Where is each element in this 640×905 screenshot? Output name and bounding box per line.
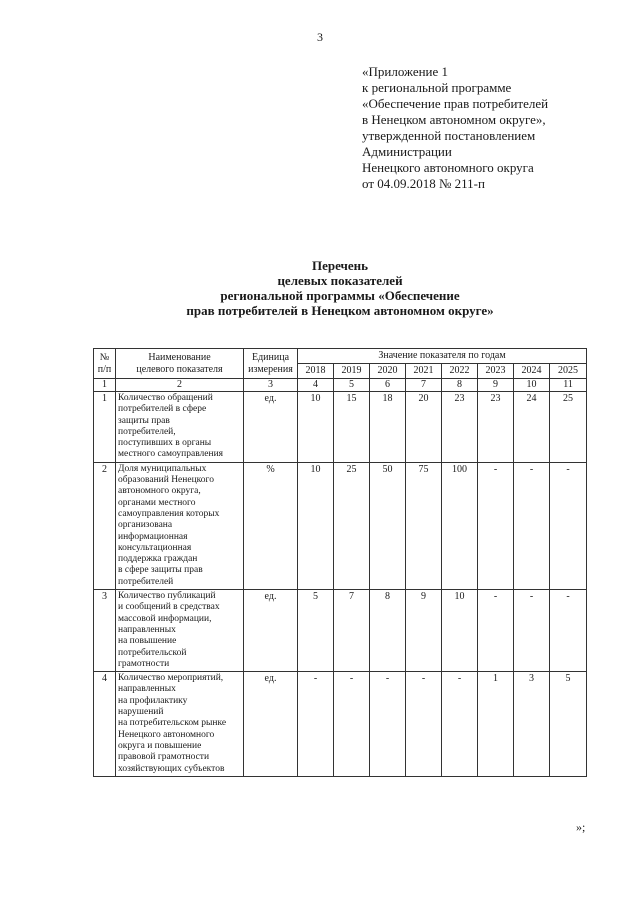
row-name: Количество публикаций и сообщений в средствах массовой информации, направленных на повышение потребительской грамотности: [116, 590, 244, 672]
row-num: 4: [94, 672, 116, 777]
row-value: 20: [406, 392, 442, 463]
column-index: 8: [442, 379, 478, 392]
row-num: 1: [94, 392, 116, 463]
appendix-line: в Ненецком автономном округе»,: [362, 112, 546, 127]
row-value: 18: [370, 392, 406, 463]
header-year: 2025: [550, 364, 587, 379]
row-value: 23: [442, 392, 478, 463]
appendix-line: Администрации: [362, 144, 452, 159]
row-value: 3: [514, 672, 550, 777]
row-value: -: [514, 462, 550, 589]
column-index: 1: [94, 379, 116, 392]
header-year: 2024: [514, 364, 550, 379]
row-value: 50: [370, 462, 406, 589]
header-unit: Единица измерения: [244, 349, 298, 379]
table-row: [94, 392, 587, 463]
row-value: 5: [298, 590, 334, 672]
column-index: 4: [298, 379, 334, 392]
row-unit: ед.: [244, 672, 298, 777]
row-value: -: [442, 672, 478, 777]
row-value: -: [550, 590, 587, 672]
row-name: Количество обращений потребителей в сфере защиты прав потребителей, поступивших в органы местного самоуправления: [116, 392, 244, 463]
header-year: 2022: [442, 364, 478, 379]
title-line: целевых показателей: [277, 273, 403, 288]
row-value: -: [334, 672, 370, 777]
column-index: 3: [244, 379, 298, 392]
row-value: 25: [334, 462, 370, 589]
column-index: 6: [370, 379, 406, 392]
title-line: прав потребителей в Ненецком автономном округе»: [186, 303, 494, 318]
row-value: 15: [334, 392, 370, 463]
column-index: 2: [116, 379, 244, 392]
appendix-line: от 04.09.2018 № 211-п: [362, 176, 485, 191]
row-value: 100: [442, 462, 478, 589]
row-value: 8: [370, 590, 406, 672]
appendix-line: «Приложение 1: [362, 64, 449, 79]
row-unit: %: [244, 462, 298, 589]
row-value: -: [370, 672, 406, 777]
appendix-header: [362, 64, 632, 192]
row-value: 7: [334, 590, 370, 672]
row-value: 10: [298, 392, 334, 463]
row-value: -: [514, 590, 550, 672]
row-name: Количество мероприятий, направленных на профилактику нарушений на потребительском рынке Ненецкого автономного округа и повышение правовой грамотности хозяйствующих субъектов: [116, 672, 244, 777]
appendix-line: к региональной программе: [362, 80, 512, 95]
appendix-line: утвержденной постановлением: [362, 128, 536, 143]
column-index: 9: [478, 379, 514, 392]
row-value: 5: [550, 672, 587, 777]
header-year: 2019: [334, 364, 370, 379]
row-value: 25: [550, 392, 587, 463]
column-index: 5: [334, 379, 370, 392]
header-num: № п/п: [94, 349, 116, 379]
row-name: Доля муниципальных образований Ненецкого автономного округа, органами местного самоуправления которых организована информационная консультационная поддержка граждан в сфере защиты прав потребителей: [116, 462, 244, 589]
table-row: [94, 672, 587, 777]
closing-quote: »;: [576, 820, 586, 834]
title-line: Перечень: [311, 258, 369, 273]
row-value: -: [550, 462, 587, 589]
column-index: 11: [550, 379, 587, 392]
row-value: 9: [406, 590, 442, 672]
row-value: -: [298, 672, 334, 777]
header-name: Наименование целевого показателя: [116, 349, 244, 379]
appendix-line: Ненецкого автономного округа: [362, 160, 534, 175]
row-value: -: [478, 590, 514, 672]
indicators-table: [93, 348, 587, 777]
row-value: 23: [478, 392, 514, 463]
row-value: -: [478, 462, 514, 589]
row-num: 2: [94, 462, 116, 589]
row-unit: ед.: [244, 392, 298, 463]
row-value: 75: [406, 462, 442, 589]
header-values-group: Значение показателя по годам: [298, 349, 587, 364]
document-title: [0, 258, 640, 318]
column-index-row: [94, 379, 587, 392]
row-value: 24: [514, 392, 550, 463]
row-value: 10: [298, 462, 334, 589]
title-line: региональной программы «Обеспечение: [220, 288, 460, 303]
header-year: 2020: [370, 364, 406, 379]
header-year: 2018: [298, 364, 334, 379]
column-index: 10: [514, 379, 550, 392]
table-row: [94, 462, 587, 589]
row-unit: ед.: [244, 590, 298, 672]
row-num: 3: [94, 590, 116, 672]
header-year: 2021: [406, 364, 442, 379]
appendix-line: «Обеспечение прав потребителей: [362, 96, 549, 111]
row-value: 10: [442, 590, 478, 672]
row-value: -: [406, 672, 442, 777]
header-year: 2023: [478, 364, 514, 379]
table-row: [94, 590, 587, 672]
row-value: 1: [478, 672, 514, 777]
column-index: 7: [406, 379, 442, 392]
page-number: 3: [317, 30, 323, 44]
